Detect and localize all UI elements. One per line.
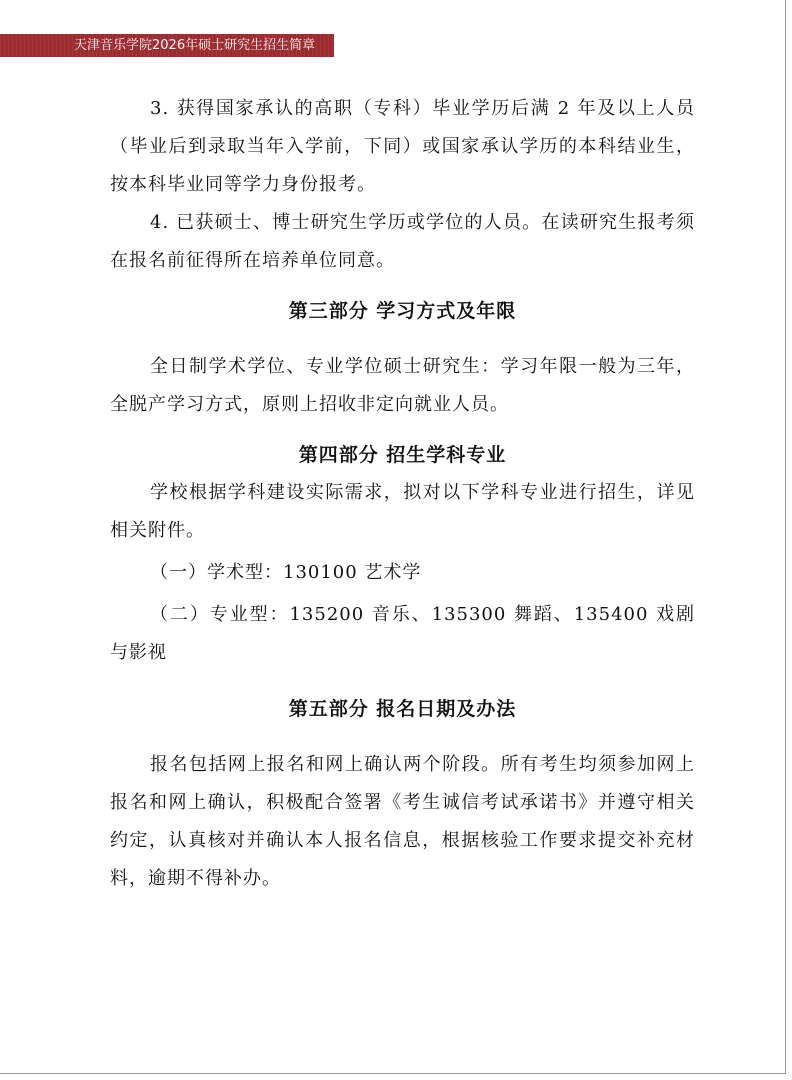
paragraph-academic-type: （一）学术型：130100 艺术学: [150, 562, 422, 583]
paragraph-eligibility-3: 3. 获得国家承认的高职（专科）毕业学历后满 2 年及以上人员（毕业后到录取当年入学前，下同）或国家承认学历的本科结业生，按本科毕业同等学力身份报考。: [110, 98, 695, 195]
document-body: [110, 90, 695, 898]
section-heading-4: 第四部分 招生学科专业: [298, 444, 507, 466]
header-band: [0, 34, 334, 57]
section-heading-3: 第三部分 学习方式及年限: [288, 300, 517, 322]
paragraph-study-mode: 全日制学术学位、专业学位硕士研究生：学习年限一般为三年，全脱产学习方式，原则上招收非定向就业人员。: [110, 356, 695, 415]
header-title: 天津音乐学院2026年硕士研究生招生简章: [74, 38, 316, 53]
section-heading-5: 第五部分 报名日期及办法: [288, 698, 517, 720]
paragraph-majors-intro: 学校根据学科建设实际需求，拟对以下学科专业进行招生，详见相关附件。: [110, 482, 695, 541]
paragraph-registration: 报名包括网上报名和网上确认两个阶段。所有考生均须参加网上报名和网上确认，积极配合签署《考生诚信考试承诺书》并遵守相关约定，认真核对并确认本人报名信息，根据核验工作要求提交补充材料，逾期不得补办。: [110, 754, 695, 889]
paragraph-eligibility-4: 4. 已获硕士、博士研究生学历或学位的人员。在读研究生报考须在报名前征得所在培养单位同意。: [110, 212, 695, 271]
paragraph-professional-type: （二）专业型：135200 音乐、135300 舞蹈、135400 戏剧与影视: [110, 604, 695, 663]
